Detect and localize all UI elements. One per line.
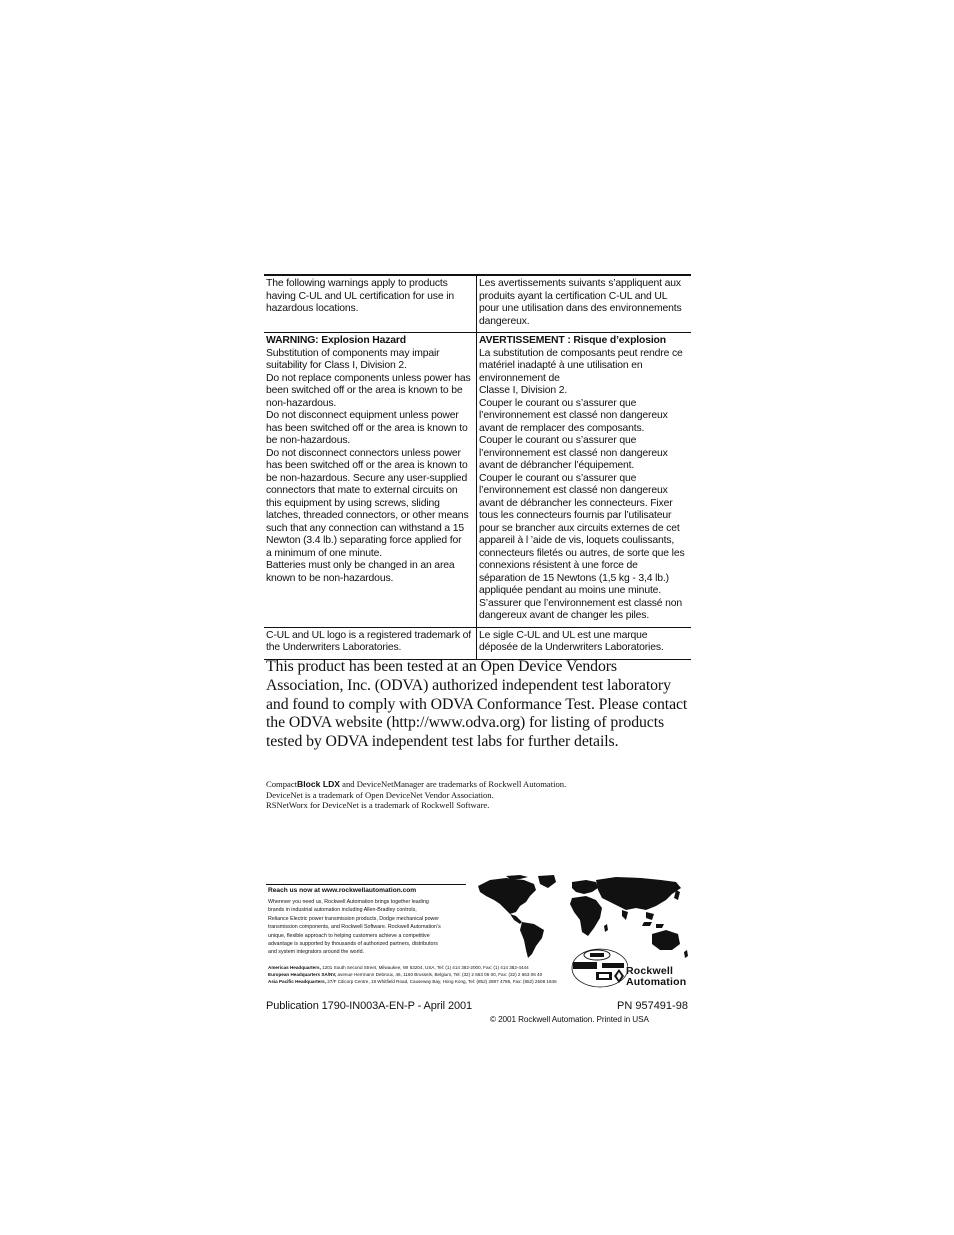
table-row-logo	[264, 628, 691, 660]
trademark-line-3: RSNetWorx for DeviceNet is a trademark of Rockwell Software.	[266, 800, 490, 811]
intro-en-text: The following warnings apply to products having C-UL and UL certification for use in hazardous locations.	[266, 278, 454, 314]
trademark-bold: Block LDX	[297, 779, 341, 789]
logo-fr-text: Le sigle C-UL and UL est une marque déposée de la Underwriters Laboratories.	[479, 629, 664, 653]
hq-label: European Headquarters SA/NV,	[268, 971, 337, 977]
rockwell-logo-icon	[614, 969, 624, 983]
trademark-line-2: DeviceNet is a trademark of Open DeviceNet Vendor Association.	[266, 789, 494, 800]
reach-divider	[266, 884, 466, 885]
reach-title: Reach us now at www.rockwellautomation.com	[268, 887, 417, 894]
copyright-notice: © 2001 Rockwell Automation. Printed in USA	[490, 1015, 649, 1024]
warning-title-fr: AVERTISSEMENT : Risque d’explosion	[479, 335, 666, 346]
trademark-prefix: Compact	[266, 779, 298, 789]
part-number: PN 957491-98	[617, 1000, 688, 1012]
warning-title-en: WARNING: Explosion Hazard	[266, 335, 406, 346]
hq-text: avenue Herrmann Debroux, 46, 1160 Brussels, Belgium, Tel: (32) 2 663 06 00, Fax: (32) 2 663 06 40	[336, 971, 543, 977]
wordmark-line-2: Automation	[626, 975, 687, 988]
table-row-intro	[264, 276, 691, 333]
trademark-notices	[266, 779, 686, 811]
warning-body-en: Substitution of components may impair suitability for Class I, Division 2. Do not replace components unless power has been switched off or the area is known to be non-hazardous. Do not disconnect equipment unless power has been switched off or the area is known to be non-hazardous. Do not disconnect connectors unless power has been switched off or the area is known to be non-hazardous. Secure any user-supplied connectors that mate to external circuits on this equipment by using screws, sliding latches, threaded connectors, or other means such that any connection can withstand a 15 Newton (3.4 lb.) separating force applied for a minimum of one minute. Batteries must only be changed in an area known to be non-hazardous.	[266, 347, 471, 584]
cell-logo-fr	[477, 628, 690, 659]
odva-statement: This product has been tested at an Open Device Vendors Association, Inc. (ODVA) authorized independent test laboratory and found to comply with ODVA Conformance Test. Please contact the ODVA website (http://www.odva.org) for listing of products tested by ODVA independent test labs for further details.	[266, 658, 688, 751]
hq-europe	[268, 972, 568, 979]
rockwell-automation-wordmark	[626, 966, 686, 987]
intro-fr-text: Les avertissements suivants s’appliquent aux produits ayant la certification C-UL and UL pour une utilisation dans des environnements dangereux.	[479, 278, 682, 327]
hq-text: 27/F Citicorp Centre, 18 Whitfield Road, Causeway Bay, Hong Kong, Tel: (852) 2887 4788, Fax: (852) 2508 1846	[325, 978, 557, 984]
cell-warning-en	[264, 333, 477, 627]
hq-text: 1201 South Second Street, Milwaukee, WI 53204, USA, Tel: (1) 414 382-2000, Fax: (1) 414 382-4444	[320, 965, 529, 970]
hq-label: Americas Headquarters,	[268, 965, 321, 970]
cell-intro-en	[264, 276, 477, 332]
headquarters-list	[268, 965, 568, 986]
cell-warning-fr	[477, 333, 690, 627]
hq-asia	[268, 979, 568, 986]
cell-logo-en	[264, 628, 477, 659]
cell-intro-fr	[477, 276, 690, 332]
wordmark-line-1: Rockwell	[626, 965, 674, 977]
hq-americas	[268, 965, 568, 972]
hazard-warning-table	[264, 274, 691, 660]
warning-body-fr: La substitution de composants peut rendre ce matériel inadapté à une utilisation en environnement de Classe I, Division 2. Couper le courant ou s’assurer que l’environnement est classé non dangereux avant de remplacer des composants. Couper le courant ou s’assurer que l’environnement est classé non dangereux avant de débrancher l’équipement. Couper le courant ou s’assurer que l’environnement est classé non dangereux avant de débrancher les connecteurs. Fixer tous les connecteurs fournis par l’utilisateur pour se brancher aux circuits externes de cet appareil à l ’aide de vis, loquets coulissants, connecteurs filetés ou autres, de sorte que les connexions résistent à une force de séparation de 15 Newtons (1,5 kg - 3,4 lb.) appliquée pendant au moins une minute. S’assurer que l’environnement est classé non dangereux avant de changer les piles.	[479, 347, 685, 621]
publication-number: Publication 1790-IN003A-EN-P - April 2001	[266, 1000, 473, 1012]
hq-label: Asia Pacific Headquarters,	[268, 978, 326, 984]
trademark-rest: and DeviceNetManager are trademarks of Rockwell Automation.	[340, 779, 567, 789]
table-row-warning	[264, 333, 691, 628]
logo-en-text: C-UL and UL logo is a registered trademark of the Underwriters Laboratories.	[266, 629, 472, 653]
reach-body: Wherever you need us, Rockwell Automation brings together leading brands in industrial automation including Allen-Bradley controls, Reliance Electric power transmission products, Dodge mechanical power transmission components, and Rockwell Software. Rockwell Automation’s unique, flexible approach to helping customers achieve a competitive advantage is supported by thousands of authorized partners, distributors and system integrators around the world.	[268, 899, 441, 956]
trademark-line-1	[266, 779, 686, 790]
